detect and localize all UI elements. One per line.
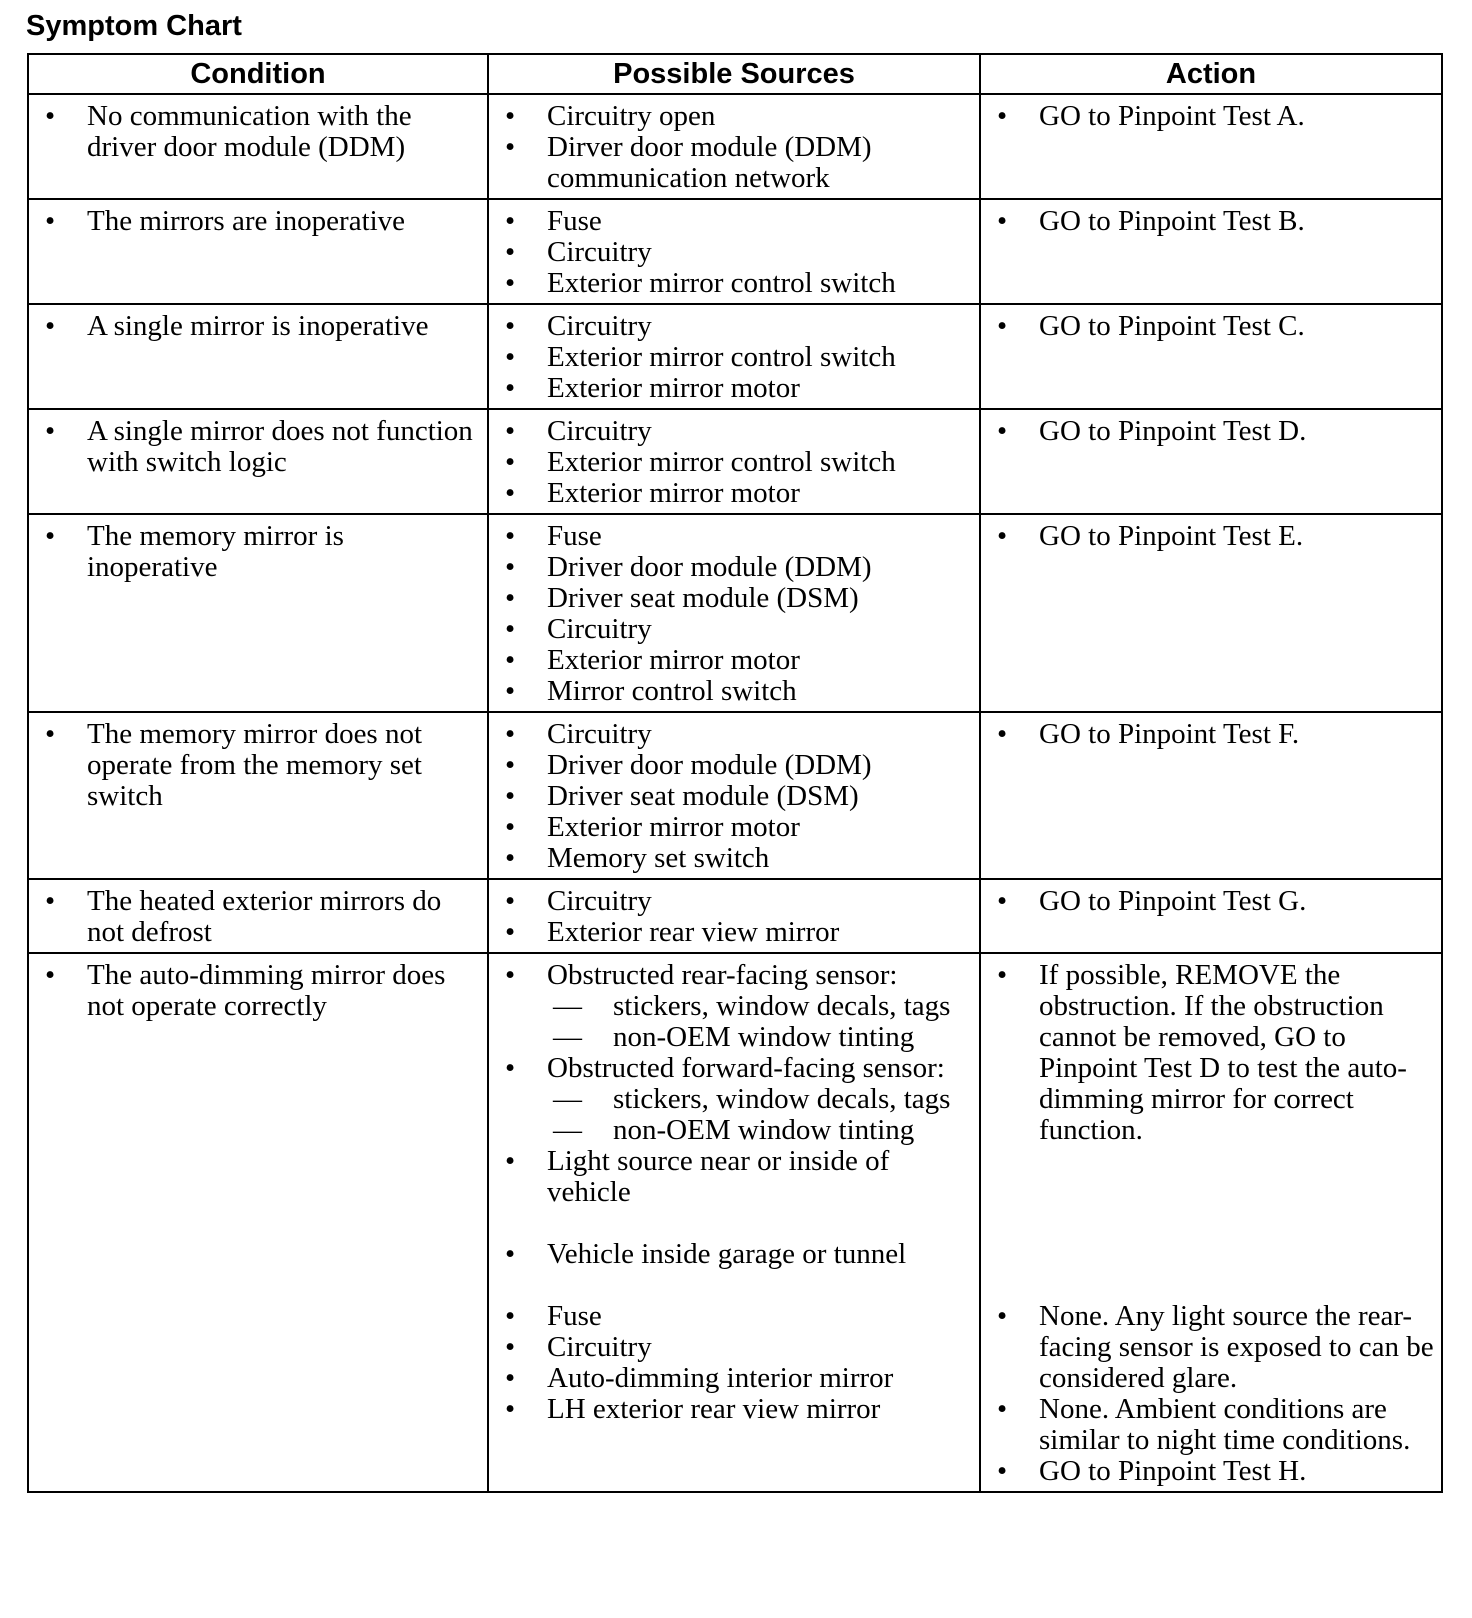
condition-text: The memory mirror is inoperative (87, 520, 344, 583)
sub-text: non-OEM window tinting (613, 1114, 915, 1146)
bullet-icon: • (45, 205, 56, 237)
source-item (493, 614, 973, 645)
bullet-icon: • (505, 205, 516, 237)
bullet-icon: • (505, 372, 516, 404)
condition-cell (28, 953, 488, 1492)
source-text: Exterior mirror control switch (547, 267, 896, 299)
condition-list (33, 416, 481, 478)
action-item (985, 719, 1435, 750)
bullet-icon: • (45, 310, 56, 342)
condition-item (33, 886, 481, 948)
source-text: Circuitry (547, 310, 652, 342)
bullet-icon: • (505, 1145, 516, 1177)
dash-icon: — (553, 1083, 582, 1115)
source-text: Fuse (547, 520, 602, 552)
sub-list (547, 991, 973, 1053)
bullet-icon: • (505, 551, 516, 583)
condition-text: A single mirror does not function with switch logic (87, 415, 473, 478)
source-item-rear-sensor (493, 960, 973, 1053)
condition-list (33, 719, 481, 812)
bullet-icon: • (997, 1455, 1008, 1487)
condition-item (33, 206, 481, 237)
condition-text: No communication with the driver door module (DDM) (87, 100, 412, 163)
condition-list (33, 101, 481, 163)
bullet-icon: • (997, 205, 1008, 237)
condition-text: The heated exterior mirrors do not defrost (87, 885, 442, 948)
action-text: GO to Pinpoint Test G. (1039, 885, 1307, 917)
action-text: GO to Pinpoint Test E. (1039, 520, 1304, 552)
action-cell (980, 514, 1442, 712)
action-item (985, 101, 1435, 132)
bullet-icon: • (45, 100, 56, 132)
bullet-icon: • (505, 415, 516, 447)
source-item (493, 1394, 973, 1425)
bullet-icon: • (505, 644, 516, 676)
source-text: Obstructed rear-facing sensor: (547, 959, 898, 991)
bullet-icon: • (505, 236, 516, 268)
bullet-icon: • (997, 100, 1008, 132)
source-text: Auto-dimming interior mirror (547, 1362, 894, 1394)
bullet-icon: • (505, 1300, 516, 1332)
sources-list (493, 960, 973, 1425)
bullet-icon: • (505, 520, 516, 552)
source-item (493, 917, 973, 948)
sources-list (493, 206, 973, 299)
action-item-test-h (985, 1456, 1435, 1487)
action-text: None. Any light source the rear-facing sensor is exposed to can be considered glare. (1039, 1300, 1434, 1394)
sub-text: stickers, window decals, tags (613, 990, 951, 1022)
source-item (493, 478, 973, 509)
bullet-icon: • (505, 1331, 516, 1363)
chart-title: Symptom Chart (26, 10, 242, 42)
source-item-forward-sensor (493, 1053, 973, 1146)
action-cell (980, 879, 1442, 953)
action-item (985, 206, 1435, 237)
bullet-icon: • (505, 100, 516, 132)
source-item (493, 552, 973, 583)
action-list (985, 719, 1435, 750)
source-text: Circuitry open (547, 100, 716, 132)
action-list (985, 886, 1435, 917)
source-text: Exterior rear view mirror (547, 916, 840, 948)
source-item (493, 843, 973, 874)
bullet-icon: • (505, 131, 516, 163)
header-action: Action (980, 54, 1442, 94)
source-text: Exterior mirror control switch (547, 446, 896, 478)
condition-text: The mirrors are inoperative (87, 205, 406, 237)
source-text: Circuitry (547, 415, 652, 447)
action-list (985, 521, 1435, 552)
source-text: Obstructed forward-facing sensor: (547, 1052, 945, 1084)
source-item (493, 583, 973, 614)
bullet-icon: • (505, 885, 516, 917)
source-item (493, 206, 973, 237)
source-item (493, 1301, 973, 1332)
action-text: None. Ambient conditions are similar to night time conditions. (1039, 1393, 1411, 1456)
action-list (985, 960, 1435, 1146)
bullet-icon: • (505, 613, 516, 645)
bullet-icon: • (45, 415, 56, 447)
condition-item (33, 311, 481, 342)
action-cell (980, 304, 1442, 409)
action-item-light (985, 1301, 1435, 1394)
source-text: Circuitry (547, 885, 652, 917)
source-text: Circuitry (547, 718, 652, 750)
sources-cell (488, 953, 980, 1492)
source-item (493, 132, 973, 194)
source-text: Exterior mirror motor (547, 477, 800, 509)
bullet-icon: • (505, 477, 516, 509)
bullet-icon: • (997, 415, 1008, 447)
condition-item (33, 521, 481, 583)
header-row (28, 54, 1442, 94)
action-cell (980, 94, 1442, 199)
bullet-icon: • (997, 1300, 1008, 1332)
sources-list (493, 101, 973, 194)
condition-list (33, 886, 481, 948)
header-condition: Condition (28, 54, 488, 94)
source-item (493, 447, 973, 478)
source-item (493, 101, 973, 132)
source-item (493, 342, 973, 373)
bullet-icon: • (505, 446, 516, 478)
source-item (493, 886, 973, 917)
bullet-icon: • (505, 811, 516, 843)
source-item (493, 521, 973, 552)
bullet-icon: • (505, 1052, 516, 1084)
action-item-ambient (985, 1394, 1435, 1456)
symptom-table (27, 53, 1443, 1493)
bullet-icon: • (505, 341, 516, 373)
sources-list (493, 521, 973, 707)
bullet-icon: • (505, 267, 516, 299)
sources-cell (488, 879, 980, 953)
source-text: LH exterior rear view mirror (547, 1393, 881, 1425)
source-text: Circuitry (547, 1331, 652, 1363)
bullet-icon: • (505, 718, 516, 750)
source-text: Exterior mirror motor (547, 644, 800, 676)
source-item (493, 781, 973, 812)
condition-cell (28, 199, 488, 304)
source-text: Mirror control switch (547, 675, 797, 707)
condition-list (33, 960, 481, 1022)
source-item (493, 750, 973, 781)
source-item (493, 237, 973, 268)
action-list (985, 1301, 1435, 1487)
table-row (28, 304, 1442, 409)
bullet-icon: • (505, 916, 516, 948)
condition-cell (28, 409, 488, 514)
action-cell (980, 953, 1442, 1492)
condition-text: The auto-dimming mirror does not operate correctly (87, 959, 446, 1022)
bullet-icon: • (45, 959, 56, 991)
condition-text: A single mirror is inoperative (87, 310, 429, 342)
sub-item (547, 1084, 973, 1115)
sources-cell (488, 304, 980, 409)
table-body (28, 94, 1442, 1492)
sources-list (493, 886, 973, 948)
sources-cell (488, 712, 980, 879)
action-spacer (985, 1146, 1435, 1301)
bullet-icon: • (997, 520, 1008, 552)
action-text: GO to Pinpoint Test H. (1039, 1455, 1307, 1487)
source-text: Fuse (547, 1300, 602, 1332)
sources-list (493, 719, 973, 874)
action-item (985, 886, 1435, 917)
source-text: Driver door module (DDM) (547, 551, 872, 583)
action-text: If possible, REMOVE the obstruction. If the obstruction cannot be removed, GO to Pinpoint Test D to test the auto-dimming mirror for correct function. (1039, 959, 1407, 1146)
sources-cell (488, 199, 980, 304)
bullet-icon: • (997, 310, 1008, 342)
header-possible-sources: Possible Sources (488, 54, 980, 94)
action-item (985, 416, 1435, 447)
bullet-icon: • (45, 520, 56, 552)
action-cell (980, 409, 1442, 514)
table-row-auto-dimming (28, 953, 1442, 1492)
condition-item (33, 719, 481, 812)
action-cell (980, 199, 1442, 304)
source-item (493, 416, 973, 447)
source-text: Circuitry (547, 613, 652, 645)
condition-cell (28, 514, 488, 712)
dash-icon: — (553, 1114, 582, 1146)
bullet-icon: • (505, 842, 516, 874)
source-item (493, 719, 973, 750)
source-item (493, 373, 973, 404)
source-text: Driver seat module (DSM) (547, 780, 859, 812)
condition-cell (28, 879, 488, 953)
table-row (28, 712, 1442, 879)
source-text: Exterior mirror motor (547, 811, 800, 843)
action-text: GO to Pinpoint Test D. (1039, 415, 1307, 447)
action-text: GO to Pinpoint Test C. (1039, 310, 1305, 342)
action-text: GO to Pinpoint Test F. (1039, 718, 1300, 750)
sources-cell (488, 94, 980, 199)
action-cell (980, 712, 1442, 879)
condition-cell (28, 304, 488, 409)
bullet-icon: • (505, 1238, 516, 1270)
source-text: Driver door module (DDM) (547, 749, 872, 781)
table-row (28, 879, 1442, 953)
sources-cell (488, 409, 980, 514)
source-item (493, 1332, 973, 1363)
sub-list (547, 1084, 973, 1146)
table-row (28, 94, 1442, 199)
source-text: Memory set switch (547, 842, 770, 874)
sources-list (493, 416, 973, 509)
sub-item (547, 1115, 973, 1146)
source-text: Driver seat module (DSM) (547, 582, 859, 614)
source-text: Vehicle inside garage or tunnel (547, 1238, 907, 1270)
source-item (493, 645, 973, 676)
condition-item (33, 416, 481, 478)
source-item (493, 1363, 973, 1394)
bullet-icon: • (997, 718, 1008, 750)
sub-item (547, 1022, 973, 1053)
action-list (985, 206, 1435, 237)
condition-cell (28, 712, 488, 879)
bullet-icon: • (505, 582, 516, 614)
sub-item (547, 991, 973, 1022)
bullet-icon: • (505, 780, 516, 812)
table-row (28, 199, 1442, 304)
bullet-icon: • (997, 959, 1008, 991)
condition-cell (28, 94, 488, 199)
source-text: Light source near or inside of vehicle (547, 1145, 890, 1208)
bullet-icon: • (45, 718, 56, 750)
action-list (985, 416, 1435, 447)
action-item (985, 311, 1435, 342)
condition-list (33, 206, 481, 237)
bullet-icon: • (505, 1362, 516, 1394)
table-row (28, 409, 1442, 514)
action-item (985, 521, 1435, 552)
condition-item (33, 960, 481, 1022)
source-text: Fuse (547, 205, 602, 237)
bullet-icon: • (997, 1393, 1008, 1425)
action-text: GO to Pinpoint Test A. (1039, 100, 1305, 132)
action-list (985, 311, 1435, 342)
source-item (493, 812, 973, 843)
condition-text: The memory mirror does not operate from the memory set switch (87, 718, 423, 812)
bullet-icon: • (505, 310, 516, 342)
source-text: Exterior mirror control switch (547, 341, 896, 373)
source-item (493, 268, 973, 299)
table-row (28, 514, 1442, 712)
source-item-light-source (493, 1146, 973, 1208)
dash-icon: — (553, 1021, 582, 1053)
condition-item (33, 101, 481, 163)
sub-text: non-OEM window tinting (613, 1021, 915, 1053)
source-item (493, 676, 973, 707)
bullet-icon: • (505, 675, 516, 707)
action-list (985, 101, 1435, 132)
source-text: Exterior mirror motor (547, 372, 800, 404)
action-item-obstruction (985, 960, 1435, 1146)
bullet-icon: • (997, 885, 1008, 917)
bullet-icon: • (505, 749, 516, 781)
condition-list (33, 311, 481, 342)
condition-list (33, 521, 481, 583)
dash-icon: — (553, 990, 582, 1022)
action-text: GO to Pinpoint Test B. (1039, 205, 1305, 237)
source-text: Circuitry (547, 236, 652, 268)
sources-cell (488, 514, 980, 712)
sources-list (493, 311, 973, 404)
source-item (493, 311, 973, 342)
bullet-icon: • (505, 1393, 516, 1425)
source-item-garage (493, 1239, 973, 1270)
sub-text: stickers, window decals, tags (613, 1083, 951, 1115)
source-text: Dirver door module (DDM) communication network (547, 131, 872, 194)
bullet-icon: • (505, 959, 516, 991)
bullet-icon: • (45, 885, 56, 917)
